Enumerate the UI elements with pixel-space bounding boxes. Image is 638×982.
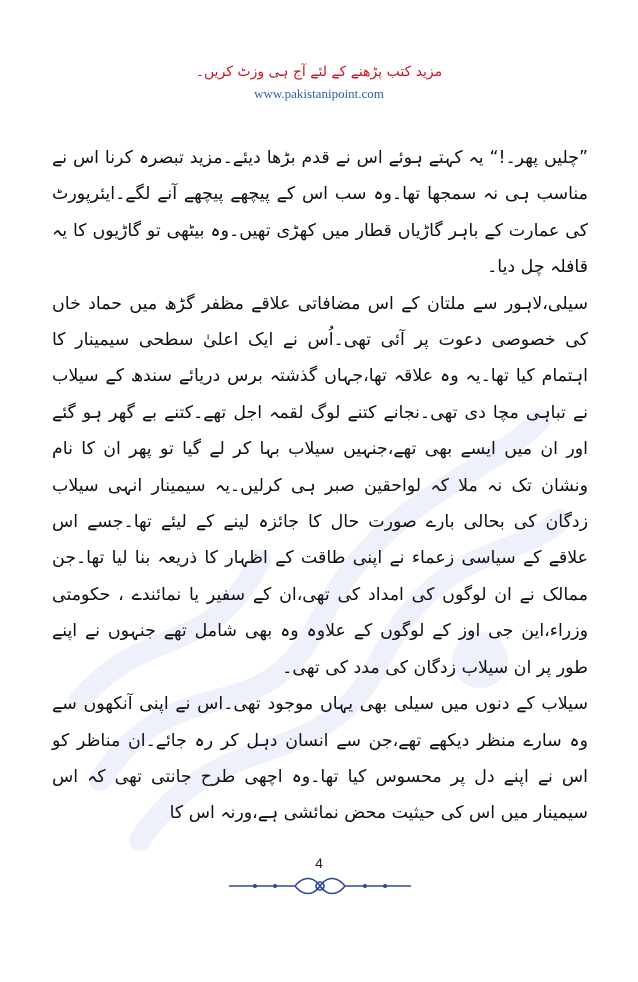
- website-link[interactable]: www.pakistanipoint.com: [254, 86, 384, 101]
- paragraph: ”چلیں پھر۔!“ یہ کہتے ہوئے اس نے قدم بڑھا دیئے۔مزید تبصرہ کرنا اس نے مناسب ہی نہ سمجھا تھا۔وہ سب اس کے پیچھے پیچھے آنے لگے۔ایئرپورٹ کی عمارت کے باہر گاڑیاں قطار میں کھڑی تھیں۔وہ بیٹھی تو گاڑیوں کا یہ قافلہ چل دیا۔: [52, 148, 588, 278]
- promo-header: مزید کتب پڑھنے کے لئے آج ہی وزٹ کریں۔: [195, 64, 443, 80]
- paragraph: سیلاب کے دنوں میں سیلی بھی یہاں موجود تھی۔اس نے اپنی آنکھوں سے وہ سارے منظر دیکھے تھے،جن سے انسان دہل کر رہ جائے۔ان مناظر کو اس نے اپنے دل پر محسوس کیا تھا۔وہ اچھی طرح جانتی تھی کہ اس سیمینار میں اس کی حیثیت محض نمائشی ہے،ورنہ اس کا: [52, 694, 588, 824]
- paragraph: سیلی،لاہور سے ملتان کے اس مضافاتی علاقے مظفر گڑھ میں حماد خاں کی خصوصی دعوت پر آئی تھی۔اُس نے ایک اعلیٰ سطحی سیمینار کا اہتمام کیا تھا۔یہ وہ علاقہ تھا،جہاں گذشتہ برس دریائے سندھ کے سیلاب نے تباہی مچا دی تھی۔نجانے کتنے لوگ لقمہ اجل تھے۔کتنے بے گھر ہو گئے اور ان میں ایسے بھی تھے،جنہیں سیلاب بہا کر لے گیا تو پھر ان کا نام ونشان تک نہ ملا کہ لواحقین صبر ہی کرلیں۔یہ سیمینار انہی سیلاب زدگان کی بحالی بارے صورت حال کا جائزہ لینے کے لیئے تھا۔جسے اس علاقے کے سیاسی زعماء نے اپنی طاقت کے اظہار کا ذریعہ بنا لیا تھا۔جن ممالک نے ان لوگوں کی امداد کی تھی،ان کے سفیر یا نمائندے ، حکومتی وزراء،این جی اوز کے لوگوں کے علاوہ وہ بھی شامل تھے جنہوں نے اپنے طور پر ان سیلاب زدگان کی مدد کی تھی۔: [52, 293, 588, 678]
- footer-ornament: [225, 874, 415, 898]
- page-number: 4: [315, 855, 323, 871]
- page-body: [52, 140, 588, 832]
